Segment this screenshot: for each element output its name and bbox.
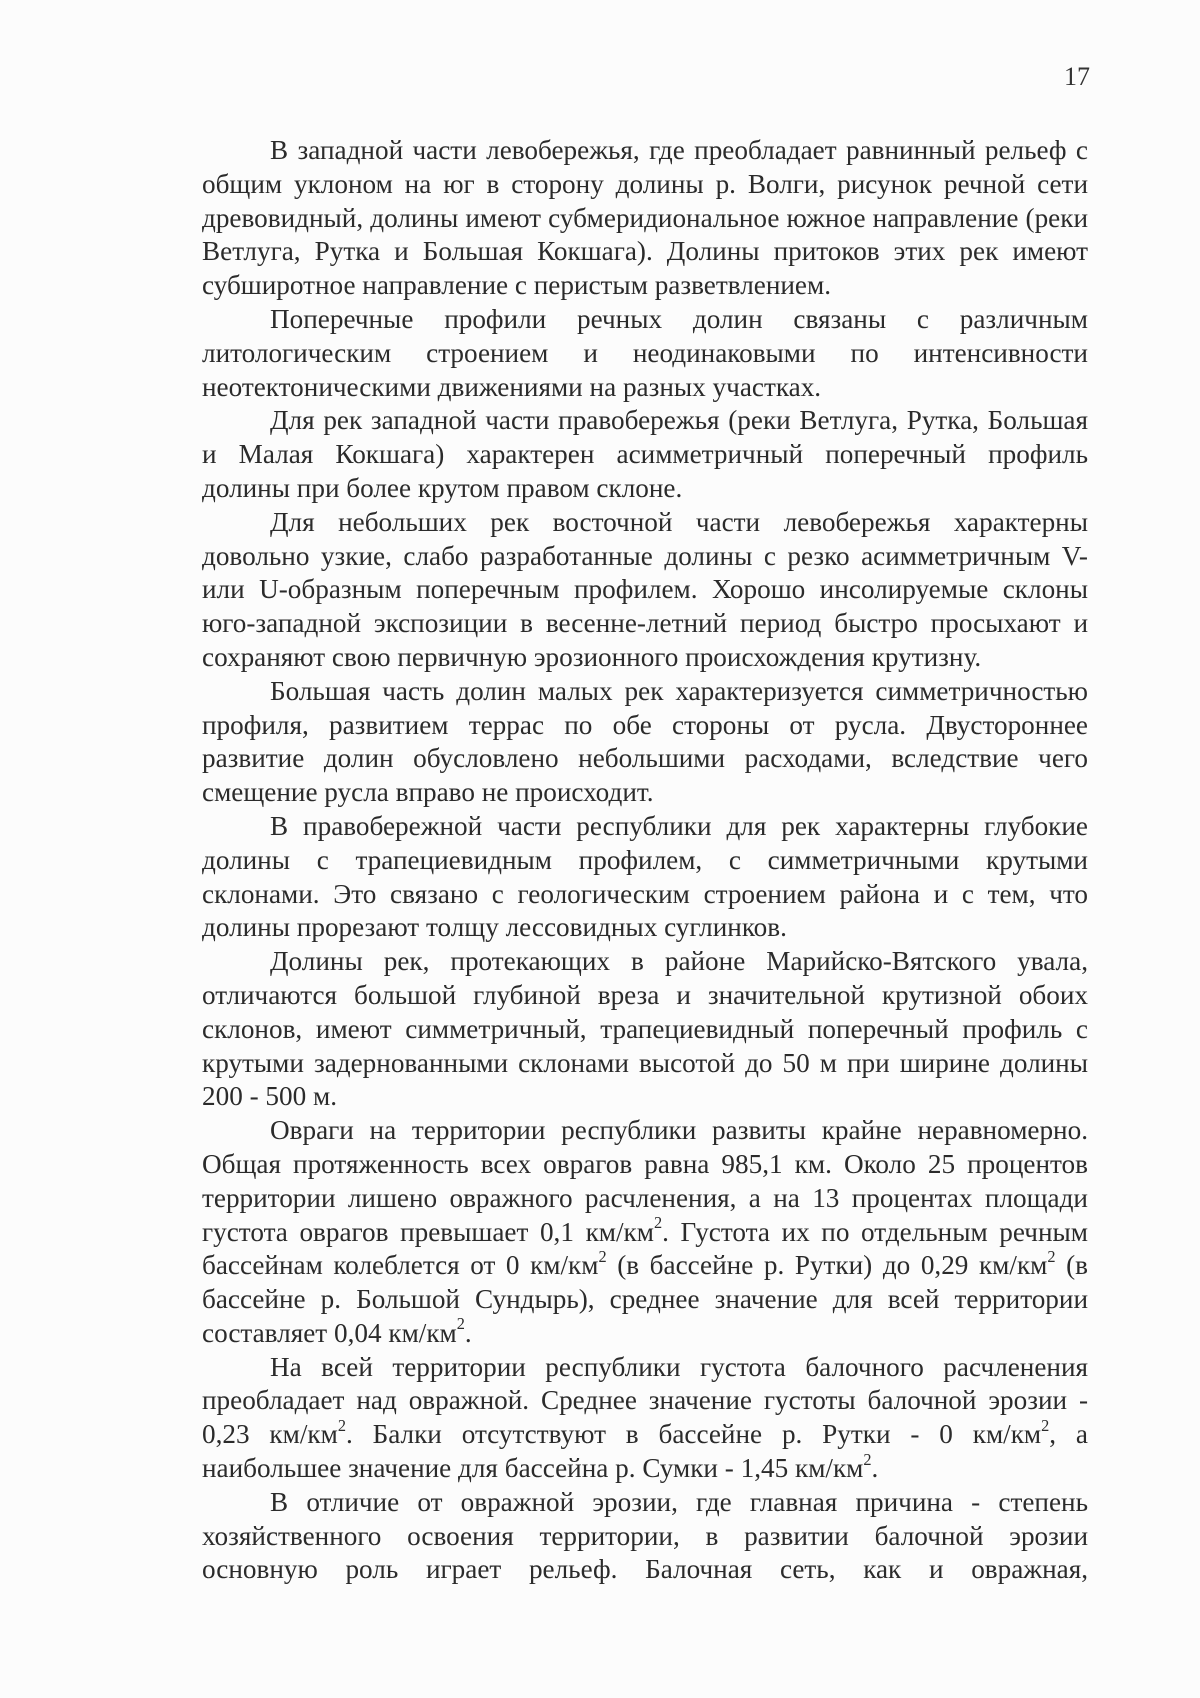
ravines-text-e: . <box>464 1317 472 1348</box>
superscript-2: 2 <box>456 1314 465 1334</box>
paragraph-small-rivers-symmetry: Большая часть долин малых рек характеризуется симметричностью профиля, развитием террас по обе стороны от русла. Двустороннее развитие долин обусловлено небольшими расходами, вследствие чего смещение русла вправо не происходит. <box>202 675 1088 808</box>
superscript-2: 2 <box>653 1213 663 1232</box>
superscript-2: 2 <box>1041 1415 1050 1435</box>
gully-text-d: . <box>871 1453 879 1484</box>
paragraph-gully-density <box>202 1351 1088 1486</box>
gully-text-a: На всей территории республики густота балочного расчленения преобладает над овражной. Среднее значение густоты балочной эрозии - 0,23 км/км <box>202 1351 1088 1450</box>
ravines-text-c: (в бассейне р. Рутки) до 0,29 км/км <box>606 1250 1048 1281</box>
gully-text-c: , а наибольшее значение для бассейна р. Сумки - 1,45 км/км <box>202 1419 1088 1484</box>
ravines-text-b: . Густота их по отдельным речным бассейнам колеблется от 0 км/км <box>202 1216 1088 1281</box>
body-text <box>202 134 1088 1587</box>
paragraph-west-left-bank: В западной части левобережья, где преобладает равнинный рельеф с общим уклоном на юг в сторону долины р. Волги, рисунок речной сети древовидный, долины имеют субмеридиональное южное направление (реки Ветлуга, Рутка и Большая Кокшага). Долины притоков этих рек имеют субширотное направление с перистым разветвлением. <box>202 135 1088 301</box>
page-number: 17 <box>1064 62 1090 91</box>
paragraph-west-right-bank: Для рек западной части правобережья (реки Ветлуга, Рутка, Большая и Малая Кокшага) характерен асимметричный поперечный профиль долины при более крутом правом склоне. <box>202 405 1088 503</box>
paragraph-ravines <box>202 1114 1088 1351</box>
superscript-2: 2 <box>863 1449 872 1469</box>
paragraph-small-rivers-east: Для небольших рек восточной части левобережья характерны довольно узкие, слабо разработанные долины с резко асимметричным V- или U-образным поперечным профилем. Хорошо инсолируемые склоны юго-западной экспозиции в весенне-летний период быстро просыхают и сохраняют свою первичную эрозионного происхождения крутизну. <box>202 506 1088 672</box>
superscript-2: 2 <box>337 1415 346 1435</box>
paragraph-right-bank-valleys: В правобережной части республики для рек характерны глубокие долины с трапециевидным профилем, с симметричными крутыми склонами. Это связано с геологическим строением района и с тем, что долины прорезают толщу лессовидных суглинков. <box>202 810 1088 943</box>
superscript-2: 2 <box>598 1246 607 1266</box>
paragraph-mari-vyatka-ridge: Долины рек, протекающих в районе Марийско-Вятского увала, отличаются большой глубиной вреза и значительной крутизной обоих склонов, имеют симметричный, трапециевидный поперечный профиль с крутыми задернованными склонами высотой до 50 м при ширине долины 200 - 500 м. <box>202 946 1088 1112</box>
superscript-2: 2 <box>1047 1246 1056 1266</box>
ravines-text-d: (в бассейне р. Большой Сундырь), среднее значение для всей территории составляет 0,04 км/км <box>202 1250 1088 1348</box>
ravines-text-a: Овраги на территории республики развиты крайне неравномерно. Общая протяженность всех оврагов равна 985,1 км. Около 25 процентов территории лишено овражного расчленения, а на 13 процентах площади густота оврагов превышает 0,1 км/км <box>202 1115 1088 1247</box>
paragraph-gully-relief: В отличие от овражной эрозии, где главная причина - степень хозяйственного освоения территории, в развитии балочной эрозии основную роль играет рельеф. Балочная сеть, как и овражная, <box>202 1486 1088 1585</box>
gully-text-b: . Балки отсутствуют в бассейне р. Рутки - 0 км/км <box>345 1419 1042 1450</box>
paragraph-cross-profiles: Поперечные профили речных долин связаны с различным литологическим строением и неодинаковыми по интенсивности неотектоническими движениями на разных участках. <box>202 303 1088 402</box>
